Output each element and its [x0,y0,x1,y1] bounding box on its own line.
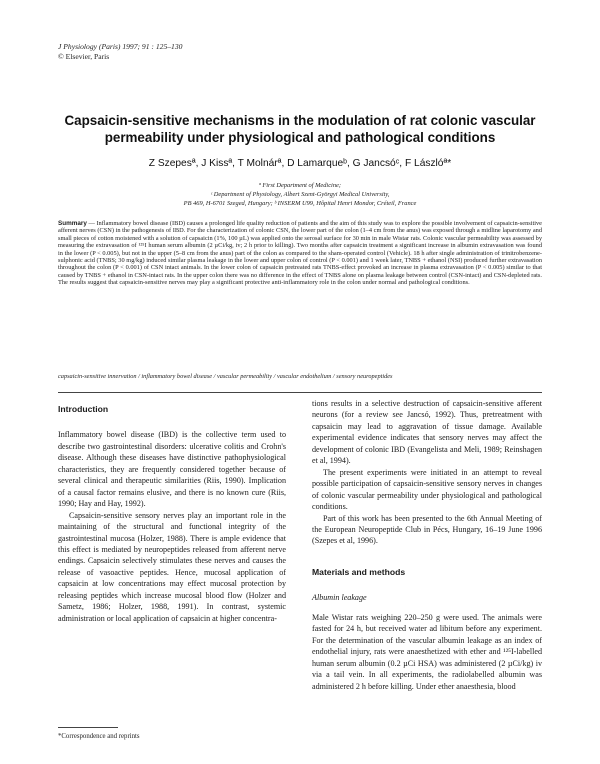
introduction-heading: Introduction [58,404,109,414]
correspondence-footnote: *Correspondence and reprints [58,733,140,740]
methods-paragraph-1: Male Wistar rats weighing 220–250 g were used. The animals were fasted for 24 h, but received water ad libitum before any experiment. For the determination of the vascular albumin leakage as an index of endothelial injury, rats were anaesthetized with ether and ¹²⁵I-labelled human serum albumin (0.2 µCi HSA) was administered (2 µCi/kg) iv via a tail vein. In all experiments, the radiolabelled albumin was administered 2 h before killing. Under ether anaesthesia, blood [312,612,542,691]
keywords: capsaicin-sensitive innervation / inflammatory bowel disease / vascular permeability / vascular endothelium / sensory neuropeptides [58,373,393,380]
affiliation-b: PB 469, H-6701 Szeged, Hungary; ᵇ INSERM U99, Hôpital Henri Mondor, Créteil, France [183,200,417,208]
intro-paragraph-2: Capsaicin-sensitive sensory nerves play an important role in the maintaining of the structural and functional integrity of the gastrointestinal mucosa (Holzer, 1988). There is ample evidence that this effect is mediated by neuropeptides released from afferent nerve endings. Capsaicin selectively stimulates these nerves and causes the release of vasoactive peptides. Hence, mucosal application of capsaicin at low concentrations may effect mucosal protection by releasing peptides which increase mucosal blood flow (Holzer and Sametz, 1986; Holzer, 1988, 1991). In contrast, systemic administration or local application of capsaicin at higher concentra- [58,510,286,623]
intro-paragraph-4: The present experiments were initiated in an attempt to reveal possible participation of capsaicin-sensitive sensory nerves in changes of colonic vascular permeability under physiological and pathological conditions. [312,467,542,512]
intro-paragraph-5: Part of this work has been presented to the 6th Annual Meeting of the European Neuropeptide Club in Pécs, Hungary, 16–19 June 1996 (Szepes et al, 1996). [312,513,542,546]
left-column [58,398,286,624]
albumin-subheading: Albumin leakage [312,593,367,603]
journal-header [58,42,182,61]
publisher-line: © Elsevier, Paris [58,51,110,61]
author-list: Z Szepesª, J Kissª, T Molnárª, D Lamarqueᵇ, G Jancsóᶜ, F Lászlóª* [148,158,452,169]
affiliation-a: ª First Department of Medicine; [259,182,341,189]
intro-paragraph-1: Inflammatory bowel disease (IBD) is the collective term used to describe two gastrointestinal disorders: ulcerative colitis and Crohn's disease. Although these diseases have distinctive pathophysiological characteristics, they are frequently considered together because of several clinical and therapeutic similarities (Riis, 1990). Implication of a causal factor remains elusive, and there is no known cure (Riis, 1990; Hay and Hay, 1992). [58,430,286,509]
affiliation-c: ᶜ Department of Physiology, Albert Szent-Györgyi Medical University, [210,191,390,199]
journal-citation: J Physiology (Paris) 1997; 91 : 125–130 [58,42,183,51]
right-column [312,398,542,692]
paper-title: Capsaicin-sensitive mechanisms in the modulation of rat colonic vascular permeability under physiological and pathological conditions [64,113,536,145]
section-divider [58,392,542,393]
abstract-label: Summary [58,220,87,227]
footnote-rule [58,727,118,728]
abstract [58,220,542,287]
affiliations [60,181,540,209]
abstract-text: — Inflammatory bowel disease (IBD) causes a prolonged life quality reduction of patients and the aim of this study was to explore the possible involvement of capsaicin-sensitive afferent nerves (CSN) in the pathogenesis of IBD. For the characterization of colonic CSN, the lower part of the colon (1–4 cm from the anus) was exposed through a midline laparotomy and small pieces of cotton moistened with a solution of capsaicin (1%, 100 µL) was applied onto the serosal surface for 30 min in male Wistar rats. Colonic vascular permeability was assessed by measuring the extravasation of ¹²⁵I human serum albumin (2 µCi/kg, iv; 2 h prior to killing). Two months after capsaicin treatment a significant increase in albumin extravasation was found in the lower (P < 0.005), but not in the upper (5–8 cm from the anus) part of the colon as compared to the sham-operated control (Vehicle). 18 h after single administration of trinitrobenzene-sulphonic acid (TNBS; 30 mg/kg) induced similar plasma leakage in the lower and upper colon of control (P < 0.001) and 1 week later, TNBS + ethanol (NSI) produced further extravasation throughout the colon (P < 0.001) of CSN intact animals. In the lower colon of capsaicin pretreated rats TNBS-effect provoked an increase in plasma extravasation (P < 0.005) similar to that caused by TNBS + ethanol in CSN-intact rats. In the upper colon there was no difference in the effect of TNBS alone on plasma leakage between control (CSN-intact) and CSN-depleted rats. The results suggest that capsaicin-sensitive nerves may play a significant protective anti-inflammatory role in the colon under normal and pathological conditions. [58,220,542,287]
intro-paragraph-3: tions results in a selective destruction of capsaicin-sensitive afferent neurons (for a review see Jancsó, 1992). Thus, pretreatment with capsaicin may lead to aggravation of tissue damage. Available experimental evidence indicates that sensory nerves may affect the development of colonic IBD (Evangelista and Meli, 1989; Reinshagen et al, 1994). [312,399,542,466]
methods-heading: Materials and methods [312,566,406,577]
